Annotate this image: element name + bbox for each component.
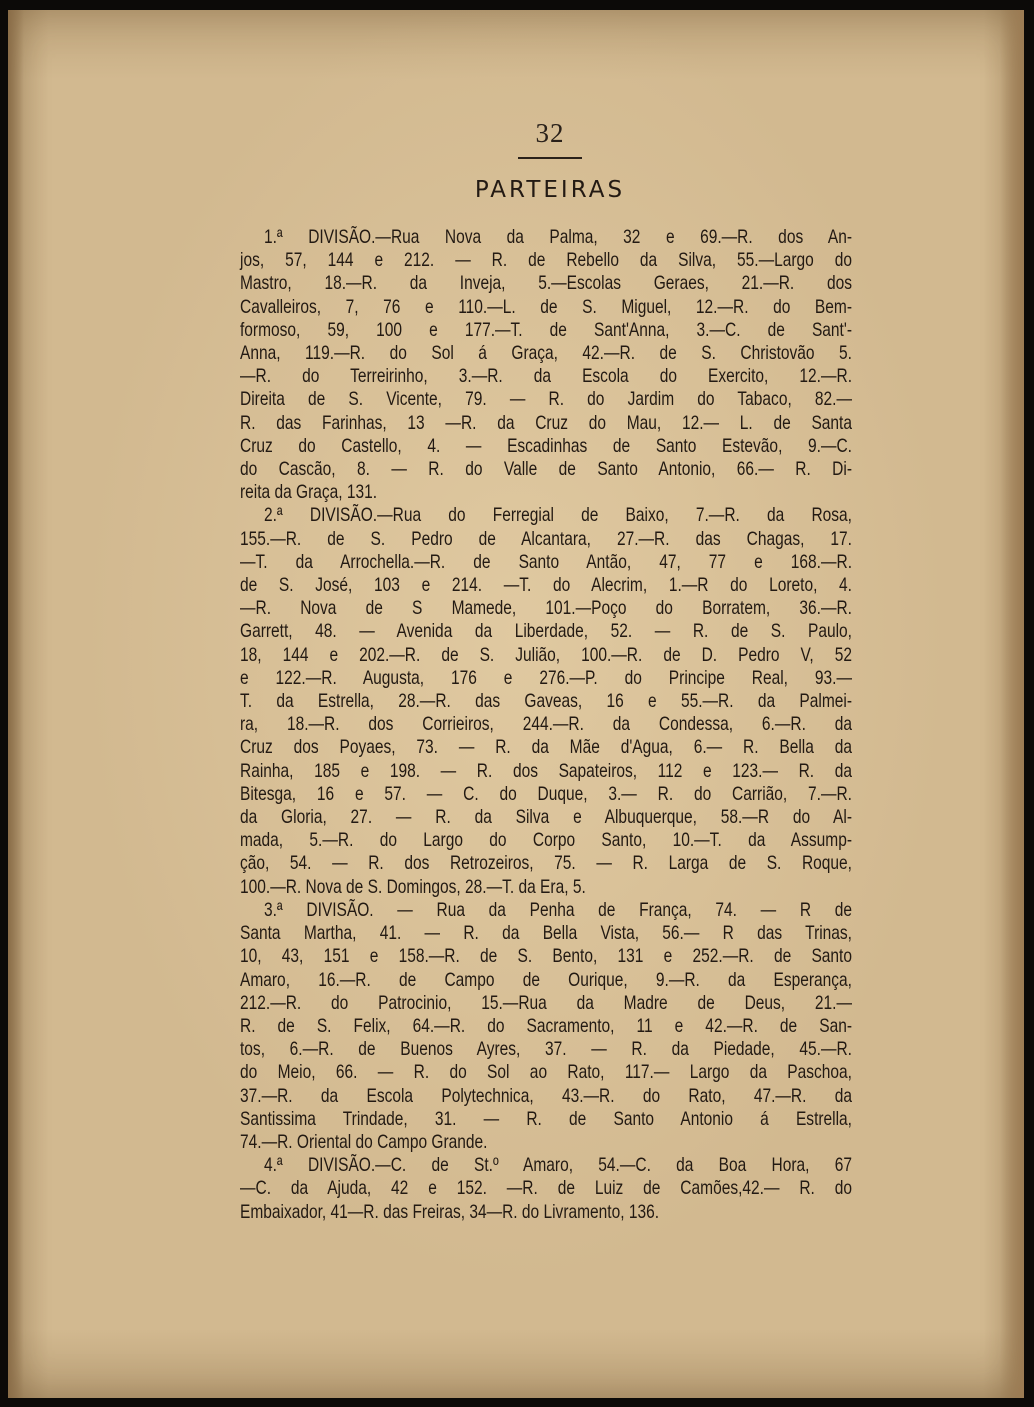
text-line: R. das Farinhas, 13 —R. da Cruz do Mau, 12.— L. de Santa (240, 411, 852, 434)
text-line: mada, 5.—R. do Largo do Corpo Santo, 10.—T. da Assump- (240, 829, 852, 852)
text-line: Mastro, 18.—R. da Inveja, 5.—Escolas Geraes, 21.—R. dos (240, 272, 852, 295)
text-line: R. de S. Felix, 64.—R. do Sacramento, 11 e 42.—R. de San- (240, 1014, 852, 1037)
text-line: 37.—R. da Escola Polytechnica, 43.—R. do Rato, 47.—R. da (240, 1084, 852, 1107)
body-text (240, 226, 852, 1224)
text-line: 4.ª DIVISÃO.—C. de St.º Amaro, 54.—C. da Boa Hora, 67 (264, 1154, 852, 1177)
text-line: tos, 6.—R. de Buenos Ayres, 37. — R. da Piedade, 45.—R. (240, 1038, 852, 1061)
text-line: 155.—R. de S. Pedro de Alcantara, 27.—R. das Chagas, 17. (240, 527, 852, 550)
text-line: Santa Martha, 41. — R. da Bella Vista, 56.— R das Trinas, (240, 922, 852, 945)
header-rule (518, 157, 582, 159)
text-line: ção, 54. — R. dos Retrozeiros, 75. — R. Larga de S. Roque, (240, 852, 852, 875)
text-line: 3.ª DIVISÃO. — Rua da Penha de França, 74. — R de (264, 898, 852, 921)
text-line: formoso, 59, 100 e 177.—T. de Sant'Anna, 3.—C. de Sant'- (240, 318, 852, 341)
text-line: —R. do Terreirinho, 3.—R. da Escola do Exercito, 12.—R. (240, 365, 852, 388)
page-heading: PARTEIRAS (474, 177, 626, 203)
text-line: Cruz do Castello, 4. — Escadinhas de Santo Estevão, 9.—C. (240, 434, 852, 457)
text-line: Direita de S. Vicente, 79. — R. do Jardim do Tabaco, 82.— (240, 388, 852, 411)
text-line: Santissima Trindade, 31. — R. de Santo Antonio á Estrella, (240, 1107, 852, 1130)
text-line: 212.—R. do Patrocinio, 15.—Rua da Madre de Deus, 21.— (240, 991, 852, 1014)
text-line: 100.—R. Nova de S. Domingos, 28.—T. da Era, 5. (240, 875, 586, 898)
page-right-edge (1000, 10, 1024, 1398)
text-line: 1.ª DIVISÃO.—Rua Nova da Palma, 32 e 69.—R. dos An- (264, 226, 852, 248)
text-line: 74.—R. Oriental do Campo Grande. (240, 1130, 488, 1153)
text-line: ra, 18.—R. dos Corrieiros, 244.—R. da Condessa, 6.—R. da (240, 713, 852, 736)
text-line: —T. da Arrochella.—R. de Santo Antão, 47, 77 e 168.—R. (240, 550, 852, 573)
page-number: 32 (535, 118, 565, 148)
text-line: reita da Graça, 131. (240, 481, 378, 504)
text-line: Cruz dos Poyaes, 73. — R. da Mãe d'Agua, 6.— R. Bella da (240, 736, 852, 759)
page-left-edge (8, 10, 24, 1398)
text-line: 2.ª DIVISÃO.—Rua do Ferregial de Baixo, 7.—R. da Rosa, (264, 504, 852, 527)
text-line: e 122.—R. Augusta, 176 e 276.—P. do Principe Real, 93.— (240, 666, 852, 689)
text-line: Garrett, 48. — Avenida da Liberdade, 52. — R. de S. Paulo, (240, 620, 852, 643)
text-line: Cavalleiros, 7, 76 e 110.—L. de S. Miguel, 12.—R. do Bem- (240, 295, 852, 318)
text-line: Rainha, 185 e 198. — R. dos Sapateiros, 112 e 123.— R. da (240, 759, 852, 782)
text-line: Anna, 119.—R. do Sol á Graça, 42.—R. de S. Christovão 5. (240, 342, 852, 365)
text-line: da Gloria, 27. — R. da Silva e Albuquerque, 58.—R do Al- (240, 806, 852, 829)
text-line: T. da Estrella, 28.—R. das Gaveas, 16 e 55.—R. da Palmei- (240, 690, 852, 713)
text-line: —R. Nova de S Mamede, 101.—Poço do Borratem, 36.—R. (240, 597, 852, 620)
text-line: 18, 144 e 202.—R. de S. Julião, 100.—R. de D. Pedro V, 52 (240, 643, 852, 666)
text-line: do Cascão, 8. — R. do Valle de Santo Antonio, 66.— R. Di- (240, 458, 852, 481)
text-line: Amaro, 16.—R. de Campo de Ourique, 9.—R. da Esperança, (240, 968, 852, 991)
text-line: de S. José, 103 e 214. —T. do Alecrim, 1.—R do Loreto, 4. (240, 574, 852, 597)
text-line: jos, 57, 144 e 212. — R. de Rebello da Silva, 55.—Largo do (240, 249, 852, 272)
text-line: —C. da Ajuda, 42 e 152. —R. de Luiz de Camões,42.— R. do (240, 1177, 852, 1200)
text-line: Embaixador, 41—R. das Freiras, 34—R. do Livramento, 136. (240, 1200, 660, 1223)
text-line: do Meio, 66. — R. do Sol ao Rato, 117.— Largo da Paschoa, (240, 1061, 852, 1084)
text-line: Bitesga, 16 e 57. — C. do Duque, 3.— R. do Carrião, 7.—R. (240, 782, 852, 805)
text-line: 10, 43, 151 e 158.—R. de S. Bento, 131 e 252.—R. de Santo (240, 945, 852, 968)
